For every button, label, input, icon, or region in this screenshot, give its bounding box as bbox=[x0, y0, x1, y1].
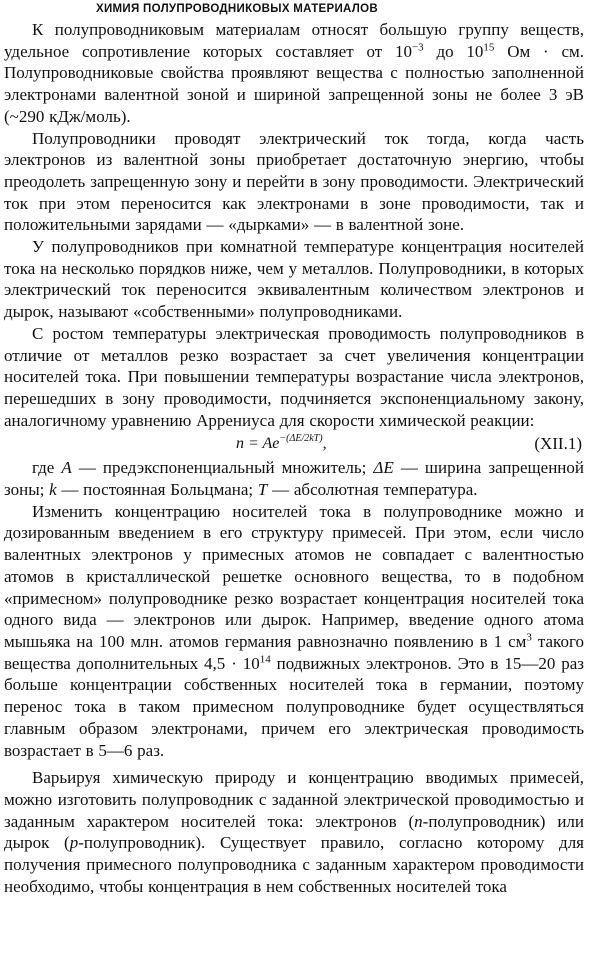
equation-xii-1 bbox=[4, 431, 584, 457]
equation-punct: , bbox=[322, 435, 327, 453]
equation-number: (XII.1) bbox=[534, 434, 582, 454]
page-header: ХИМИЯ ПОЛУПРОВОДНИКОВЫХ МАТЕРИАЛОВ bbox=[96, 3, 378, 15]
equation-base: n = Ae bbox=[236, 435, 280, 453]
paragraph-5 bbox=[4, 457, 584, 500]
paragraph-1 bbox=[4, 19, 584, 128]
p5-text-4: — постоянная Больцмана; bbox=[56, 480, 258, 500]
p1-exponent-2: 15 bbox=[483, 41, 495, 54]
symbol-T: T bbox=[257, 480, 268, 500]
equation-expression bbox=[236, 431, 327, 457]
p1-exponent-1: −3 bbox=[411, 41, 424, 54]
p7-text-2: -полупроводник) или дырок ( bbox=[4, 811, 584, 853]
paragraph-3: У полупроводников при комнатной температуре концентрация носителей тока на несколько порядков ниже, чем у металлов. Полупроводники, в которых электрический ток переносится эквивалентным количеством электронов и дырок, называют «собственными» полупроводниками. bbox=[4, 237, 584, 322]
paragraph-2: Полупроводники проводят электрический ток тогда, когда часть электронов из валентной зоны приобретает достаточную энергию, чтобы преодолеть запрещенную зону и перейти в зону проводимости. Электрический ток при этом переносится как электронами в зоне проводимости, так и положительными зарядами — «дырками» — в валентной зоне. bbox=[4, 128, 584, 235]
p6-text-2: такого вещества дополнительных 4,5 · 10 bbox=[4, 631, 584, 673]
equation-exponent: −(ΔE/2kT) bbox=[279, 433, 323, 445]
p7-text-1: Варьируя химическую природу и концентрацию вводимых примесей, можно изготовить полупроводник с заданной электрической проводимостью и заданным характером носителей тока: электронов ( bbox=[4, 768, 584, 831]
p1-text-1: К полупроводниковым материалам относят большую группу веществ, удельное сопротивление которых составляет от 10 bbox=[4, 20, 584, 61]
paragraph-4: С ростом температуры электрическая проводимость полупроводников в отличие от металлов резко возрастает за счет увеличения концентрации носителей тока. При повышении температуры возрастание числа электронов, перешедших в зону проводимости, подчиняется экспоненциальному закону, аналогичному уравнению Аррениуса для скорости химической реакции: bbox=[4, 323, 584, 430]
symbol-k: k bbox=[49, 480, 57, 500]
p1-text-2: до 10 bbox=[423, 41, 484, 61]
paragraph-6 bbox=[4, 501, 584, 761]
p6-exponent-2: 14 bbox=[259, 653, 271, 666]
symbol-p: p bbox=[69, 833, 79, 853]
p5-text-1: где bbox=[32, 458, 62, 478]
p6-text-1: Изменить концентрацию носителей тока в полупроводнике можно и дозированным введением в его структуру примесей. При этом, если число валентных электронов у примесных атомов не совпадает с валентностью атомов в кристаллической решетке основного вещества, то в подобном «примесном» полупроводнике резко возрастает концентрация носителей тока одного вида — электронов или дырок. Например, введение одного атома мышьяка на 100 млн. атомов германия равнозначно появлению в 1 см bbox=[4, 501, 584, 651]
symbol-delta-E: ΔE bbox=[373, 458, 394, 478]
symbol-n: n bbox=[414, 811, 423, 831]
p6-exponent-1: 3 bbox=[526, 631, 532, 644]
p7-text-3: -полупроводник). Существует правило, согласно которому для получения примесного полупроводника с заданным характером проводимости необходимо, чтобы концентрация в нем собственных носителей тока bbox=[4, 833, 584, 896]
p1-text-3: Ом · см. Полупроводниковые свойства проявляют вещества с полностью заполненной электронами валентной зоной и шириной запрещенной зоны не более 3 эВ (~290 кДж/моль). bbox=[4, 41, 585, 126]
p6-text-3: подвижных электронов. Это в 15—20 раз больше концентрации собственных носителей тока в германии, поэтому перенос тока в таком примесном полупроводнике будет осуществляться главным образом электронами, причем его электрическая проводимость возрастает в 5—6 раз. bbox=[4, 653, 584, 760]
p5-text-3: — ширина запрещенной зоны; bbox=[4, 458, 584, 500]
p5-text-5: — абсолютная температура. bbox=[267, 480, 478, 500]
paragraph-7 bbox=[4, 767, 584, 897]
p5-text-2: — предэкспоненциальный множитель; bbox=[71, 458, 374, 478]
symbol-A: A bbox=[61, 458, 72, 478]
